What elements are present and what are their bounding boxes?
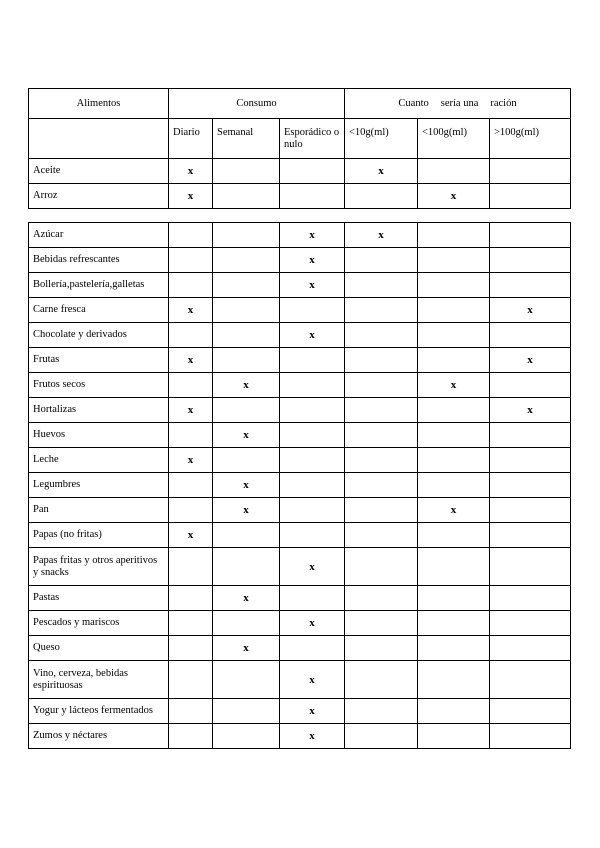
mark-cell (490, 611, 571, 636)
table-row (29, 724, 571, 749)
food-name: Chocolate y derivados (29, 323, 169, 348)
header-col-lt10: <10g(ml) (345, 119, 418, 159)
table-row (29, 323, 571, 348)
mark-cell (418, 273, 490, 298)
mark-cell: x (213, 498, 280, 523)
mark-cell (280, 298, 345, 323)
mark-cell (490, 523, 571, 548)
mark-cell (345, 636, 418, 661)
mark-cell (280, 448, 345, 473)
mark-cell: x (280, 223, 345, 248)
mark-cell: x (213, 423, 280, 448)
header-alimentos: Alimentos (29, 89, 169, 119)
mark-cell (345, 298, 418, 323)
mark-cell (280, 523, 345, 548)
mark-cell (490, 248, 571, 273)
mark-cell (418, 523, 490, 548)
mark-cell (345, 248, 418, 273)
mark-cell (418, 423, 490, 448)
mark-cell (169, 699, 213, 724)
mark-cell (345, 184, 418, 209)
mark-cell (213, 159, 280, 184)
mark-cell (213, 223, 280, 248)
mark-cell (280, 636, 345, 661)
mark-cell (418, 248, 490, 273)
header-col-gt100: >100g(ml) (490, 119, 571, 159)
food-name: Queso (29, 636, 169, 661)
food-name: Frutos secos (29, 373, 169, 398)
table-row (29, 348, 571, 373)
mark-cell (213, 398, 280, 423)
mark-cell (345, 699, 418, 724)
mark-cell: x (490, 298, 571, 323)
food-name: Arroz (29, 184, 169, 209)
mark-cell (169, 223, 213, 248)
mark-cell (418, 323, 490, 348)
mark-cell (213, 523, 280, 548)
mark-cell (490, 323, 571, 348)
header-cuanto-part: ración (490, 97, 517, 109)
mark-cell (418, 448, 490, 473)
mark-cell (345, 273, 418, 298)
mark-cell (169, 373, 213, 398)
table-row (29, 498, 571, 523)
mark-cell (345, 348, 418, 373)
mark-cell: x (490, 348, 571, 373)
table-row (29, 248, 571, 273)
mark-cell (418, 223, 490, 248)
food-name: Pescados y mariscos (29, 611, 169, 636)
mark-cell (213, 548, 280, 586)
mark-cell (345, 548, 418, 586)
food-name: Bebidas refrescantes (29, 248, 169, 273)
table-row (29, 611, 571, 636)
mark-cell (418, 298, 490, 323)
food-name: Bollería,pastelería,galletas (29, 273, 169, 298)
mark-cell (418, 548, 490, 586)
mark-cell (490, 661, 571, 699)
food-name: Hortalizas (29, 398, 169, 423)
mark-cell (280, 348, 345, 373)
table-row (29, 699, 571, 724)
mark-cell (345, 473, 418, 498)
food-name: Frutas (29, 348, 169, 373)
mark-cell: x (169, 448, 213, 473)
table-row (29, 548, 571, 586)
mark-cell (169, 273, 213, 298)
mark-cell: x (280, 248, 345, 273)
mark-cell (169, 586, 213, 611)
mark-cell (169, 323, 213, 348)
table-row (29, 523, 571, 548)
mark-cell (490, 498, 571, 523)
mark-cell (490, 636, 571, 661)
mark-cell (418, 348, 490, 373)
consumption-table-bottom (28, 222, 571, 749)
mark-cell (169, 473, 213, 498)
food-name: Papas (no fritas) (29, 523, 169, 548)
mark-cell (490, 724, 571, 749)
table-row (29, 586, 571, 611)
mark-cell (418, 159, 490, 184)
mark-cell: x (169, 298, 213, 323)
mark-cell (169, 611, 213, 636)
mark-cell (345, 661, 418, 699)
mark-cell (490, 184, 571, 209)
header-cuanto-part: Cuanto (398, 97, 429, 109)
consumption-table-top (28, 88, 571, 209)
mark-cell (213, 323, 280, 348)
table-row (29, 661, 571, 699)
header-cuanto (345, 89, 571, 119)
mark-cell (280, 184, 345, 209)
mark-cell (418, 699, 490, 724)
header-col-esporadico: Esporádico o nulo (280, 119, 345, 159)
food-name: Pastas (29, 586, 169, 611)
mark-cell (169, 724, 213, 749)
mark-cell (490, 473, 571, 498)
mark-cell (490, 699, 571, 724)
header-col-lt100: <100g(ml) (418, 119, 490, 159)
mark-cell (280, 159, 345, 184)
food-name: Papas fritas y otros aperitivos y snacks (29, 548, 169, 586)
mark-cell (418, 661, 490, 699)
mark-cell (213, 448, 280, 473)
food-name: Yogur y lácteos fermentados (29, 699, 169, 724)
mark-cell: x (169, 348, 213, 373)
table-row (29, 473, 571, 498)
header-col-diario: Diario (169, 119, 213, 159)
food-name: Leche (29, 448, 169, 473)
table-row (29, 223, 571, 248)
food-name: Azúcar (29, 223, 169, 248)
header-blank (29, 119, 169, 159)
table-row (29, 273, 571, 298)
mark-cell (213, 699, 280, 724)
food-name: Pan (29, 498, 169, 523)
mark-cell (169, 661, 213, 699)
mark-cell (280, 498, 345, 523)
mark-cell (418, 724, 490, 749)
mark-cell: x (418, 184, 490, 209)
mark-cell (490, 159, 571, 184)
mark-cell (345, 523, 418, 548)
mark-cell (345, 724, 418, 749)
mark-cell (490, 373, 571, 398)
table-row (29, 448, 571, 473)
mark-cell (490, 548, 571, 586)
table-row (29, 636, 571, 661)
mark-cell (490, 586, 571, 611)
mark-cell (418, 473, 490, 498)
mark-cell: x (280, 323, 345, 348)
mark-cell: x (213, 373, 280, 398)
mark-cell: x (169, 523, 213, 548)
mark-cell (213, 298, 280, 323)
mark-cell: x (280, 724, 345, 749)
mark-cell (418, 611, 490, 636)
mark-cell (213, 724, 280, 749)
food-name: Huevos (29, 423, 169, 448)
mark-cell (345, 373, 418, 398)
mark-cell (169, 423, 213, 448)
mark-cell (345, 423, 418, 448)
mark-cell (490, 448, 571, 473)
header-col-semanal: Semanal (213, 119, 280, 159)
mark-cell (418, 398, 490, 423)
mark-cell: x (280, 661, 345, 699)
table-row (29, 398, 571, 423)
mark-cell (345, 498, 418, 523)
mark-cell (213, 661, 280, 699)
mark-cell (418, 636, 490, 661)
mark-cell: x (169, 184, 213, 209)
mark-cell: x (280, 699, 345, 724)
mark-cell (345, 448, 418, 473)
mark-cell (280, 423, 345, 448)
mark-cell: x (280, 273, 345, 298)
food-name: Zumos y néctares (29, 724, 169, 749)
mark-cell: x (490, 398, 571, 423)
food-name: Carne fresca (29, 298, 169, 323)
mark-cell (280, 473, 345, 498)
mark-cell (169, 498, 213, 523)
food-name: Vino, cerveza, bebidas espirituosas (29, 661, 169, 699)
mark-cell: x (280, 548, 345, 586)
mark-cell (213, 611, 280, 636)
mark-cell: x (213, 636, 280, 661)
header-cuanto-part: sería una (440, 97, 479, 109)
mark-cell: x (280, 611, 345, 636)
mark-cell: x (169, 159, 213, 184)
mark-cell (213, 273, 280, 298)
table-row (29, 184, 571, 209)
mark-cell (345, 611, 418, 636)
table-row (29, 298, 571, 323)
mark-cell (169, 248, 213, 273)
mark-cell (280, 586, 345, 611)
mark-cell (345, 323, 418, 348)
mark-cell: x (213, 473, 280, 498)
mark-cell: x (418, 498, 490, 523)
mark-cell (169, 636, 213, 661)
mark-cell (280, 373, 345, 398)
mark-cell (490, 423, 571, 448)
mark-cell (418, 586, 490, 611)
food-name: Legumbres (29, 473, 169, 498)
mark-cell (345, 398, 418, 423)
mark-cell: x (169, 398, 213, 423)
mark-cell: x (418, 373, 490, 398)
food-name: Aceite (29, 159, 169, 184)
mark-cell: x (345, 223, 418, 248)
mark-cell (490, 223, 571, 248)
mark-cell (213, 184, 280, 209)
mark-cell (213, 248, 280, 273)
mark-cell: x (213, 586, 280, 611)
table-row (29, 159, 571, 184)
mark-cell (213, 348, 280, 373)
mark-cell (280, 398, 345, 423)
mark-cell (490, 273, 571, 298)
table-row (29, 373, 571, 398)
mark-cell (169, 548, 213, 586)
table-row (29, 423, 571, 448)
header-consumo: Consumo (169, 89, 345, 119)
mark-cell (345, 586, 418, 611)
mark-cell: x (345, 159, 418, 184)
